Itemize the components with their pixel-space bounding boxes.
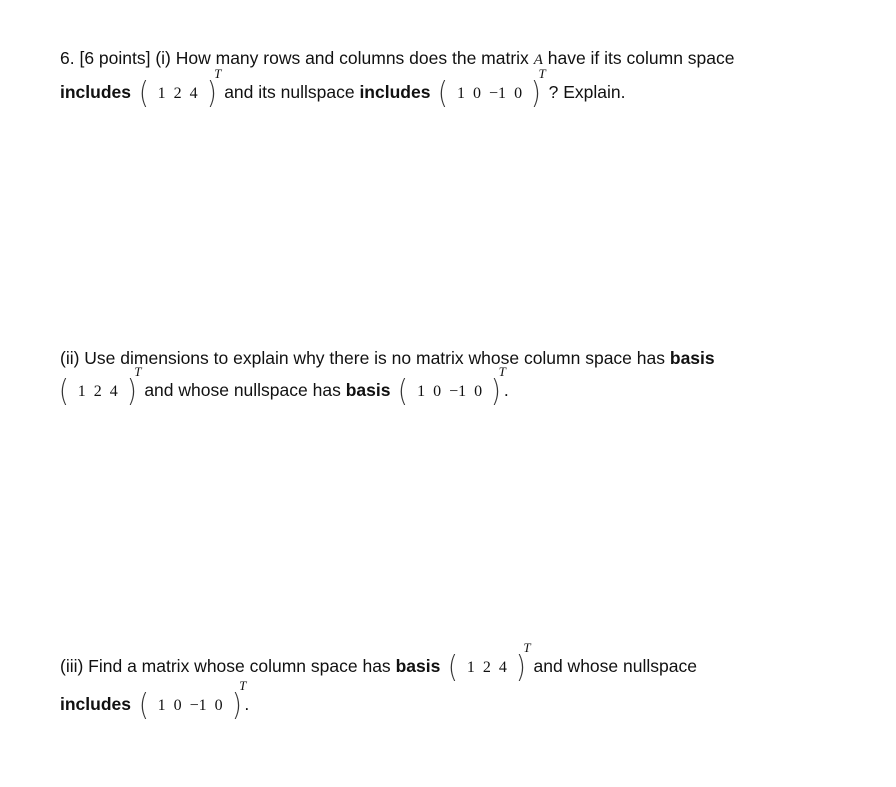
nullspace-vector: ( 1 0 −1 0 ) T (438, 66, 546, 111)
part-i-middle: and its nullspace (224, 82, 355, 103)
part-i-end: ? Explain. (548, 82, 626, 103)
basis-word: basis (395, 656, 441, 677)
part-i-after-matrix: have if its column space (547, 48, 735, 68)
includes-word: includes (359, 82, 431, 103)
column-vector-124: ( 1 2 4 ) T (58, 364, 142, 409)
part-iii-end: . (244, 694, 250, 715)
part-iii-line-1 (60, 640, 697, 685)
transpose-mark: T (239, 678, 247, 693)
part-ii-line-2 (56, 364, 509, 409)
transpose-mark: T (538, 66, 546, 81)
includes-word: includes (60, 82, 131, 103)
column-vector-124: ( 1 2 4 ) T (448, 640, 531, 685)
part-ii-line-1 (60, 348, 715, 369)
part-i-line-1 (60, 48, 735, 69)
basis-word: basis (669, 348, 715, 368)
column-vector-124: ( 1 2 4 ) T (138, 66, 222, 111)
transpose-mark: T (134, 364, 142, 379)
transpose-mark: T (214, 66, 222, 81)
part-iii-middle: and whose nullspace (533, 656, 697, 677)
part-ii-text: (ii) Use dimensions to explain why there is no matrix whose column space has (60, 348, 665, 368)
transpose-mark: T (523, 640, 531, 655)
transpose-mark: T (498, 364, 506, 379)
part-iii-line-2 (60, 678, 250, 723)
part-i-line-2 (60, 66, 626, 111)
part-ii-middle: and whose nullspace has (144, 380, 341, 401)
basis-word: basis (345, 380, 391, 401)
part-i-prefix: 6. [6 points] (i) How many rows and columns does the matrix (60, 48, 529, 68)
nullspace-vector: ( 1 0 −1 0 ) T (398, 364, 506, 409)
matrix-symbol: A (533, 52, 543, 68)
nullspace-vector: ( 1 0 −1 0 ) T (138, 678, 247, 723)
part-iii-text: (iii) Find a matrix whose column space has (60, 656, 391, 677)
part-ii-end: . (503, 380, 509, 401)
includes-word: includes (60, 694, 131, 715)
